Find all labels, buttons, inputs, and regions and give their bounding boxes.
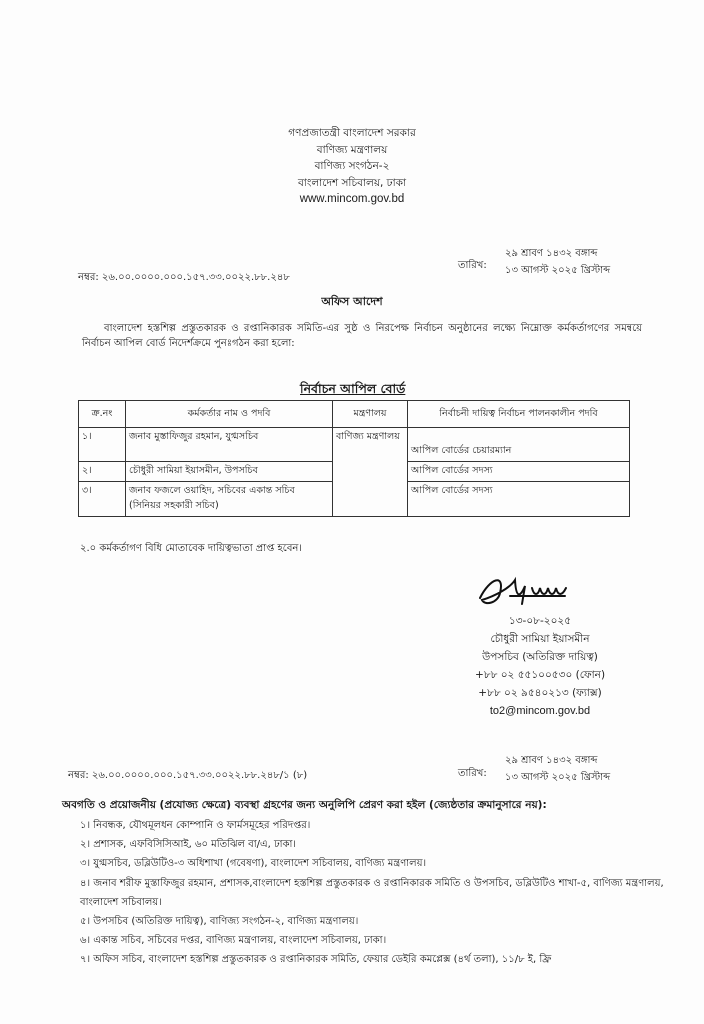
- list-item: ৩। যুগ্মসচিব, ডব্লিউটিও-৩ অধিশাখা (গবেষণা), বাংলাদেশ সচিবালয়, বাণিজ্য মন্ত্রণালয়।: [80, 858, 427, 870]
- website-link[interactable]: www.mincom.gov.bd: [299, 193, 405, 205]
- row-role: আপিল বোর্ডের চেয়ারম্যান: [408, 428, 630, 462]
- body-paragraph: বাংলাদেশ হস্তশিল্প প্রস্তুতকারক ও রপ্তানিকারক সমিতি-এর সুষ্ঠ ও নিরপেক্ষ নির্বাচন অনুষ্ঠানের লক্ষ্যে নিম্নোক্ত কর্মকর্তাগণের সমন্বয়ে নির্বাচন আপিল বোর্ড নিদের্শক্রমে পুনঃগঠন করা হলো:: [82, 323, 642, 349]
- header-election-role: নির্বাচনী দায়িত্ব নির্বাচন পালনকালীন পদবি: [408, 401, 630, 428]
- appeal-board-table: [78, 400, 630, 517]
- row-serial: ৩।: [79, 482, 126, 517]
- row-serial: ১।: [79, 428, 126, 462]
- date-label: তারিখ:: [458, 260, 487, 271]
- signatory-phone: +৮৮ ০২ ৫৫১০০৫৩০ (ফোন): [474, 669, 606, 681]
- signature-image: [470, 568, 640, 610]
- date-bangla-2: ২৯ শ্রাবণ ১৪৩২ বঙ্গাব্দ: [505, 755, 598, 766]
- copy-distribution-intro: অবগতি ও প্রয়োজনীয় (প্রযোজ্য ক্ষেত্রে) ব্যবস্থা গ্রহণের জন্য অনুলিপি প্রেরণ করা হইল (জ্যেষ্ঠতার ক্রমানুসারে নয়):: [62, 799, 547, 811]
- header-name-designation: কর্মকর্তার নাম ও পদবি: [126, 401, 333, 428]
- signature-date: ১৩-০৮-২০২৫: [508, 615, 572, 627]
- signatory-email[interactable]: to2@mincom.gov.bd: [489, 705, 591, 717]
- date-gregorian-2: ১৩ আগস্ট ২০২৫ খ্রিস্টাব্দ: [505, 772, 611, 783]
- signatory-fax: +৮৮ ০২ ৯৫৪০২১৩ (ফ্যাক্স): [478, 687, 602, 699]
- list-item: ৪। জনাব শরীফ মুস্তাফিজুর রহমান, প্রশাসক,বাংলাদেশ হস্তশিল্প প্রস্তুতকারক ও রপ্তানিকারক সমিতি ও উপসচিব, ডব্লিউটিও শাখা-৫, বাণিজ্য মন্ত্রণালয়, বাংলাদেশ সচিবালয়।: [80, 877, 664, 908]
- order-title: অফিস আদেশ: [321, 295, 383, 308]
- list-item: ৬। একান্ত সচিব, সচিবের দপ্তর, বাণিজ্য মন্ত্রণালয়, বাংলাদেশ সচিবালয়, ঢাকা।: [80, 935, 387, 947]
- table-row: [79, 428, 630, 462]
- row-ministry: বাণিজ্য মন্ত্রণালয়: [333, 428, 408, 517]
- header-serial: ক্র.নং: [79, 401, 126, 428]
- date-label-2: তারিখ:: [458, 768, 487, 779]
- row-name: জনাব মুস্তাফিজুর রহমান, যুগ্মসচিব: [126, 428, 333, 462]
- header-ministry: মন্ত্রণালয়: [333, 401, 408, 428]
- clause-2: ২.০ কর্মকর্তাগণ বিধি মোতাবেক দায়িত্বভাতা প্রাপ্ত হবেন।: [80, 543, 302, 554]
- letterhead: [0, 125, 704, 208]
- signatory-designation: উপসচিব (অতিরিক্ত দায়িত্ব): [482, 651, 598, 663]
- signatory-block: [440, 612, 640, 720]
- row-role: আপিল বোর্ডের সদস্য: [408, 482, 630, 517]
- section-name: বাণিজ্য সংগঠন-২: [314, 160, 390, 172]
- date-bangla: ২৯ শ্রাবণ ১৪৩২ বঙ্গাব্দ: [505, 248, 598, 259]
- row-name: চৌধুরী সামিয়া ইয়াসমীন, উপসচিব: [126, 462, 333, 482]
- memo-number-2: নম্বর: ২৬.০০.০০০০.০০০.১৫৭.৩৩.০০২২.৮৮.২৪৮/১ (৮): [68, 770, 308, 781]
- memo-number: নম্বর: ২৬.০০.০০০০.০০০.১৫৭.৩৩.০০২২.৮৮.২৪৮: [78, 272, 290, 283]
- copy-distribution-list: [80, 816, 670, 970]
- date-gregorian: ১৩ আগস্ট ২০২৫ খ্রিস্টাব্দ: [505, 265, 611, 276]
- table-header-row: [79, 401, 630, 428]
- row-serial: ২।: [79, 462, 126, 482]
- list-item: ৫। উপসচিব (অতিরিক্ত দায়িত্ব), বাণিজ্য সংগঠন-২, বাণিজ্য মন্ত্রণালয়।: [80, 916, 359, 928]
- list-item: ২। প্রশাসক, এফবিসিসিআই, ৬০ মতিঝিল বা/এ, ঢাকা।: [80, 839, 296, 851]
- date-block: [505, 245, 610, 279]
- list-item: ১। নিবন্ধক, যৌথমূলধন কোম্পানি ও ফার্মসমূহের পরিদপ্তর।: [80, 820, 311, 831]
- row-name: জনাব ফজলে ওয়াহিদ, সচিবের একান্ত সচিব (সিনিয়র সহকারী সচিব): [126, 482, 333, 517]
- list-item: ৭। অফিস সচিব, বাংলাদেশ হস্তশিল্প প্রস্তুতকারক ও রপ্তানিকারক সমিতি, ফেয়ার ডেইরি কমপ্লেক্স (৪র্থ তলা), ১১/৮ ই, ফ্রি: [80, 954, 552, 966]
- row-role: আপিল বোর্ডের সদস্য: [408, 462, 630, 482]
- ministry-name: বাণিজ্য মন্ত্রণালয়: [316, 143, 388, 156]
- board-title: নির্বাচন আপিল বোর্ড: [300, 381, 406, 396]
- signatory-name: চৌধুরী সামিয়া ইয়াসমীন: [490, 633, 590, 645]
- date-block-2: [505, 752, 610, 786]
- office-address: বাংলাদেশ সচিবালয়, ঢাকা: [297, 176, 407, 189]
- government-name: গণপ্রজাতন্ত্রী বাংলাদেশ সরকার: [288, 127, 416, 139]
